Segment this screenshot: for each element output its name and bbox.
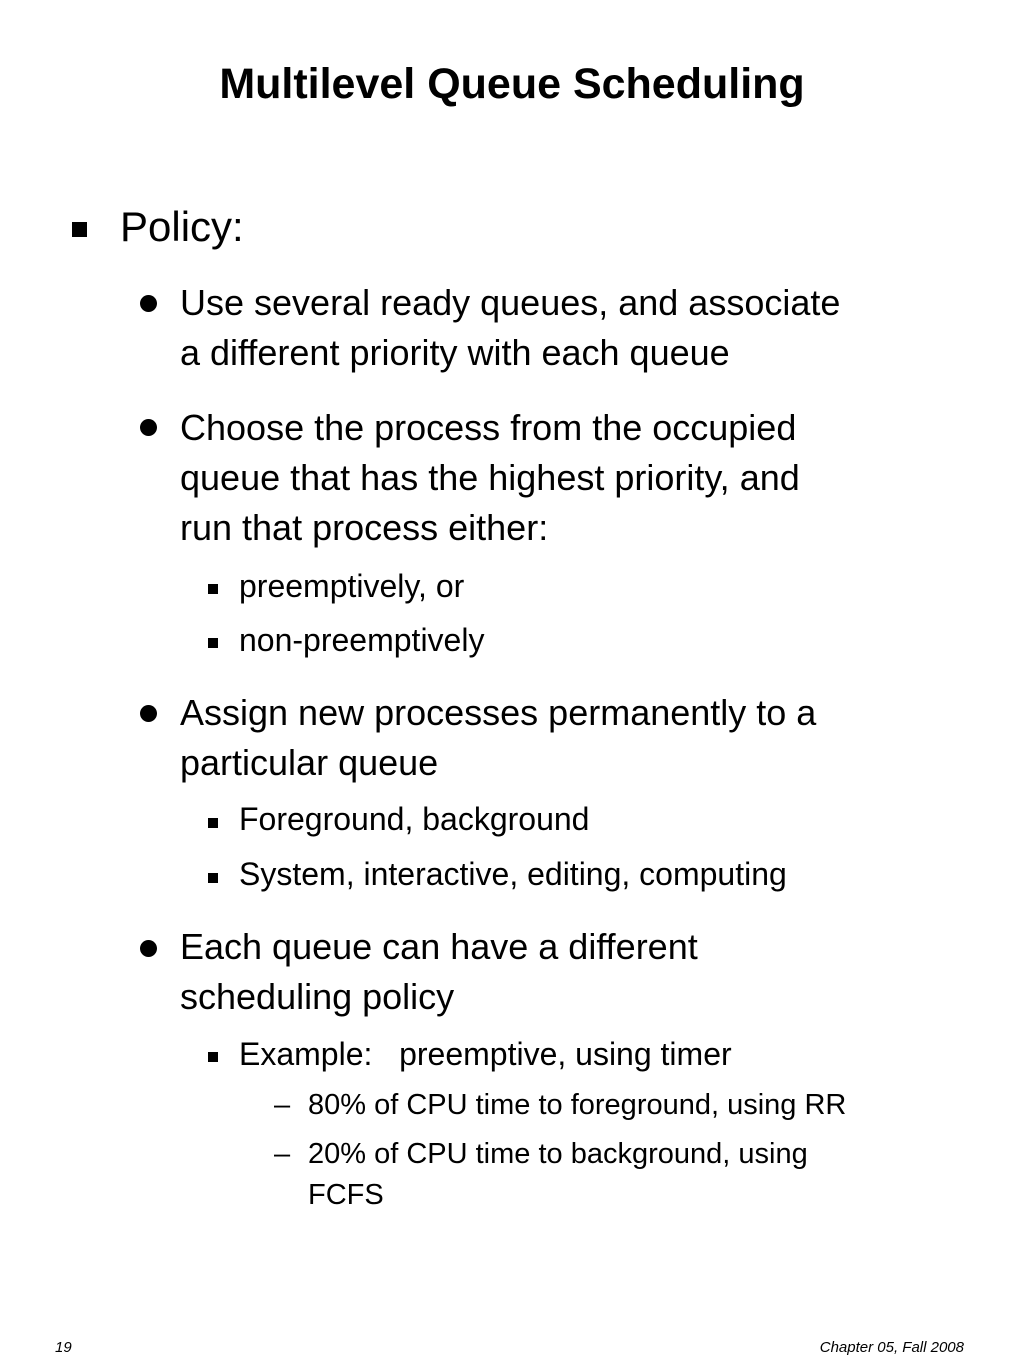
small-square-bullet-icon [208, 638, 218, 648]
bullet-2-line-1: Choose the process from the occupied [180, 407, 797, 448]
bullet-4-sub-1: Example: preemptive, using timer [239, 1036, 732, 1072]
bullet-2-sub-1: preemptively, or [239, 568, 465, 604]
bullet-1-line-1: Use several ready queues, and associate [180, 282, 841, 323]
bullet-4-subsub-2-line-1: 20% of CPU time to background, using [308, 1138, 808, 1170]
round-bullet-icon [140, 940, 157, 957]
dash-bullet: – [274, 1089, 291, 1121]
bullet-2-line-3: run that process either: [180, 507, 549, 548]
slide-title: Multilevel Queue Scheduling [219, 60, 805, 108]
small-square-bullet-icon [208, 873, 218, 883]
round-bullet-icon [140, 705, 157, 722]
bullet-4-line-1: Each queue can have a different [180, 926, 698, 967]
bullet-2-sub-2: non-preemptively [239, 622, 485, 658]
small-square-bullet-icon [208, 818, 218, 828]
bullet-1-line-2: a different priority with each queue [180, 332, 730, 373]
round-bullet-icon [140, 419, 157, 436]
bullet-2-line-2: queue that has the highest priority, and [180, 457, 800, 498]
round-bullet-icon [140, 295, 157, 312]
bullet-4-subsub-2-line-2: FCFS [308, 1179, 384, 1211]
bullet-3-sub-1: Foreground, background [239, 801, 590, 837]
bullet-3-line-1: Assign new processes permanently to a [180, 692, 817, 733]
square-bullet-icon [72, 222, 87, 237]
policy-label: Policy: [120, 203, 244, 250]
bullet-4-line-2: scheduling policy [180, 976, 455, 1017]
small-square-bullet-icon [208, 584, 218, 594]
page-number: 19 [55, 1339, 72, 1356]
bullet-3-line-2: particular queue [180, 742, 439, 783]
bullet-3-sub-2: System, interactive, editing, computing [239, 856, 787, 892]
bullet-4-subsub-1-line-1: 80% of CPU time to foreground, using RR [308, 1089, 847, 1121]
dash-bullet: – [274, 1138, 291, 1170]
chapter-footer: Chapter 05, Fall 2008 [819, 1339, 964, 1356]
small-square-bullet-icon [208, 1052, 218, 1062]
